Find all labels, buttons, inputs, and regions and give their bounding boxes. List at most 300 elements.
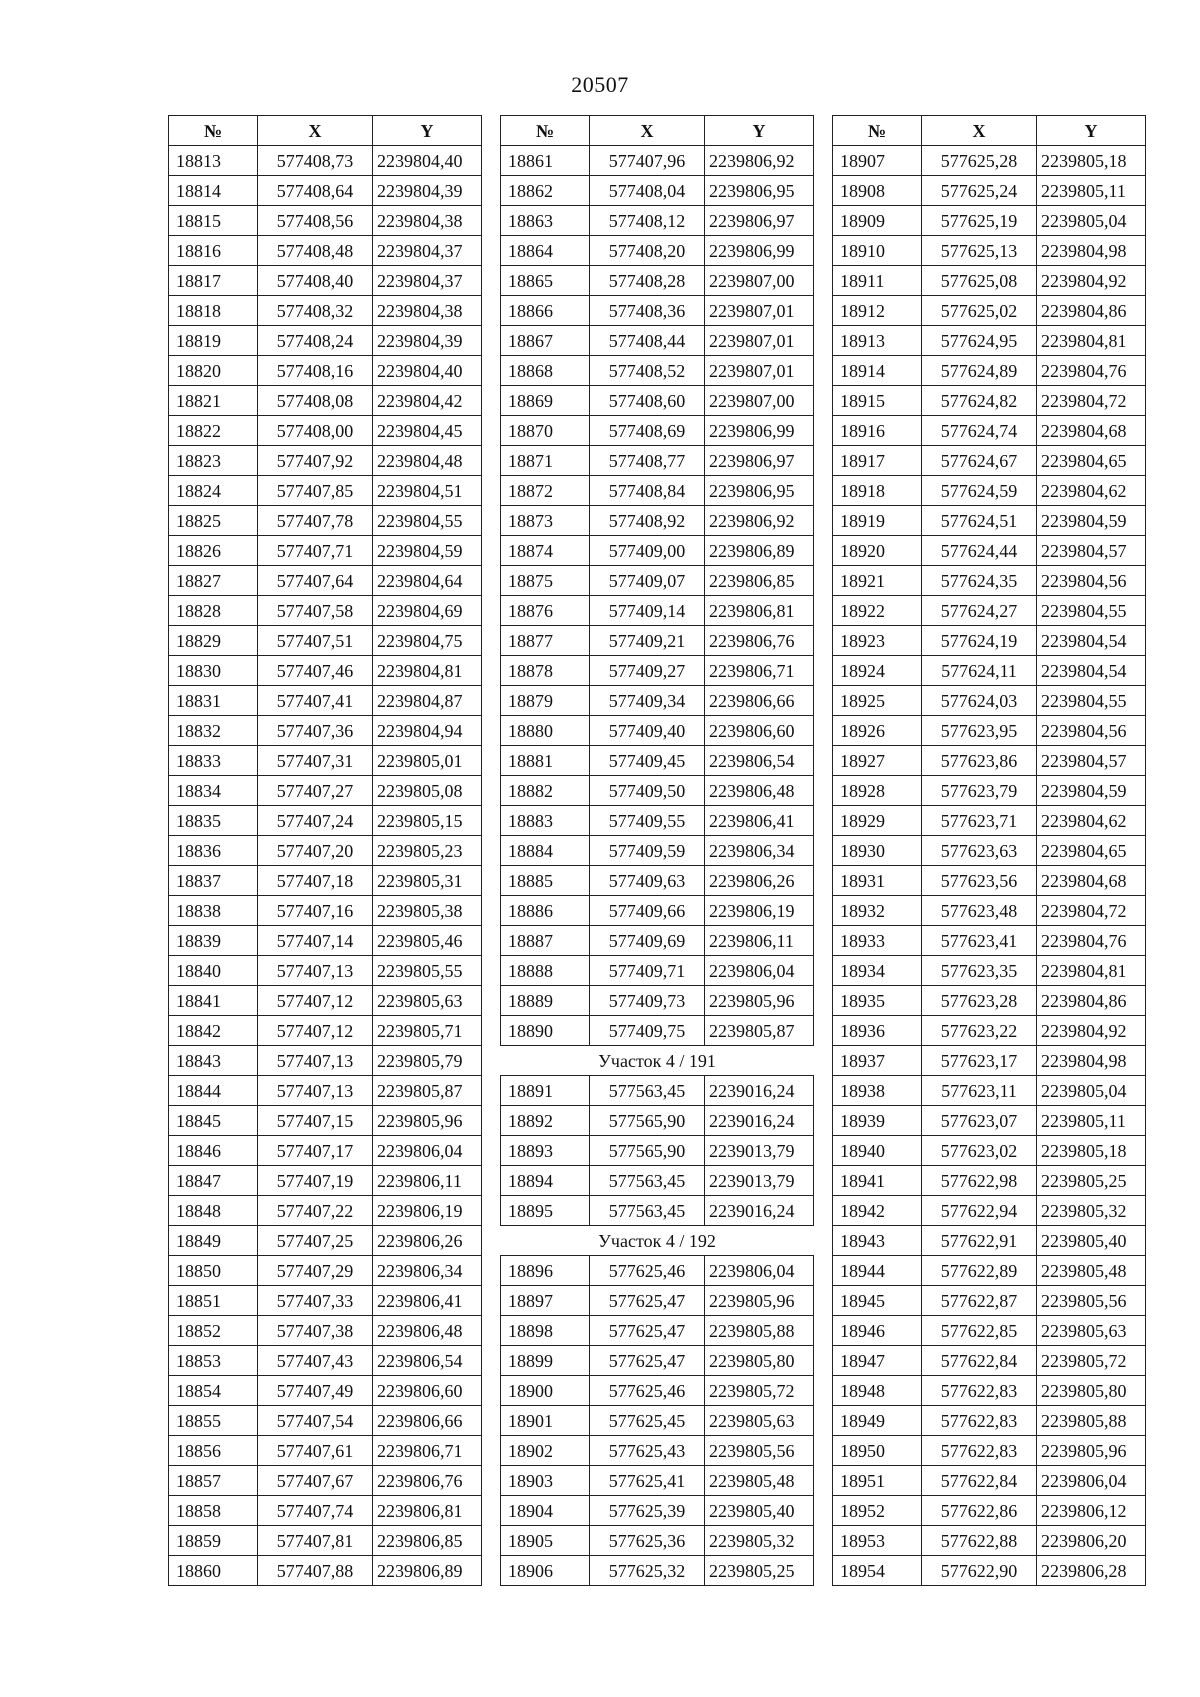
y-coordinate-cell: 2239805,87: [373, 1076, 482, 1106]
point-number-cell: 18833: [169, 746, 258, 776]
point-number-cell: 18923: [833, 626, 922, 656]
table-row: [501, 1256, 814, 1286]
x-coordinate-cell: 577408,12: [590, 206, 705, 236]
table-row: [169, 986, 482, 1016]
y-coordinate-cell: 2239804,68: [1037, 416, 1146, 446]
table-row: [501, 1376, 814, 1406]
table-row: [833, 1226, 1146, 1256]
y-coordinate-cell: 2239804,86: [1037, 296, 1146, 326]
x-coordinate-cell: 577407,71: [258, 536, 373, 566]
x-coordinate-cell: 577623,35: [922, 956, 1037, 986]
point-number-cell: 18935: [833, 986, 922, 1016]
coordinates-table-1: [168, 115, 482, 1586]
table-row: [501, 716, 814, 746]
table-row: [169, 476, 482, 506]
point-number-cell: 18901: [501, 1406, 590, 1436]
x-coordinate-cell: 577407,85: [258, 476, 373, 506]
table-row: [833, 1436, 1146, 1466]
x-coordinate-cell: 577407,25: [258, 1226, 373, 1256]
y-coordinate-cell: 2239806,19: [705, 896, 814, 926]
table-row: [833, 1376, 1146, 1406]
point-number-cell: 18913: [833, 326, 922, 356]
x-coordinate-cell: 577407,13: [258, 956, 373, 986]
y-coordinate-cell: 2239805,25: [1037, 1166, 1146, 1196]
point-number-cell: 18882: [501, 776, 590, 806]
x-coordinate-cell: 577407,64: [258, 566, 373, 596]
table-row: [169, 326, 482, 356]
table-row: [169, 1196, 482, 1226]
x-coordinate-cell: 577622,84: [922, 1466, 1037, 1496]
y-coordinate-cell: 2239805,55: [373, 956, 482, 986]
table-row: [833, 866, 1146, 896]
table-row: [501, 176, 814, 206]
table-row: [169, 716, 482, 746]
y-coordinate-cell: 2239805,18: [1037, 146, 1146, 176]
y-coordinate-cell: 2239806,20: [1037, 1526, 1146, 1556]
y-coordinate-cell: 2239016,24: [705, 1106, 814, 1136]
point-number-cell: 18849: [169, 1226, 258, 1256]
y-coordinate-cell: 2239805,15: [373, 806, 482, 836]
point-number-cell: 18813: [169, 146, 258, 176]
y-coordinate-cell: 2239806,97: [705, 446, 814, 476]
y-coordinate-cell: 2239806,92: [705, 506, 814, 536]
x-coordinate-cell: 577407,12: [258, 1016, 373, 1046]
point-number-cell: 18941: [833, 1166, 922, 1196]
point-number-cell: 18860: [169, 1556, 258, 1586]
point-number-cell: 18845: [169, 1106, 258, 1136]
table-row: [501, 1406, 814, 1436]
table-row: [833, 1346, 1146, 1376]
point-number-cell: 18940: [833, 1136, 922, 1166]
y-coordinate-cell: 2239804,40: [373, 356, 482, 386]
table-row: [169, 776, 482, 806]
table-row: [169, 1106, 482, 1136]
header-y: Y: [373, 116, 482, 146]
table-body: [833, 146, 1146, 1586]
x-coordinate-cell: 577408,08: [258, 386, 373, 416]
point-number-cell: 18951: [833, 1466, 922, 1496]
x-coordinate-cell: 577407,20: [258, 836, 373, 866]
x-coordinate-cell: 577625,32: [590, 1556, 705, 1586]
table-row: [501, 1346, 814, 1376]
table-row: [833, 626, 1146, 656]
point-number-cell: 18820: [169, 356, 258, 386]
point-number-cell: 18829: [169, 626, 258, 656]
y-coordinate-cell: 2239804,59: [1037, 776, 1146, 806]
y-coordinate-cell: 2239805,80: [705, 1346, 814, 1376]
y-coordinate-cell: 2239806,04: [1037, 1466, 1146, 1496]
y-coordinate-cell: 2239806,89: [705, 536, 814, 566]
point-number-cell: 18949: [833, 1406, 922, 1436]
y-coordinate-cell: 2239806,19: [373, 1196, 482, 1226]
point-number-cell: 18926: [833, 716, 922, 746]
y-coordinate-cell: 2239805,23: [373, 836, 482, 866]
table-row: [501, 686, 814, 716]
y-coordinate-cell: 2239806,48: [373, 1316, 482, 1346]
point-number-cell: 18832: [169, 716, 258, 746]
x-coordinate-cell: 577625,19: [922, 206, 1037, 236]
x-coordinate-cell: 577622,98: [922, 1166, 1037, 1196]
y-coordinate-cell: 2239806,54: [705, 746, 814, 776]
y-coordinate-cell: 2239804,45: [373, 416, 482, 446]
table-row: [501, 1556, 814, 1586]
table-row: [501, 1196, 814, 1226]
table-row: [833, 386, 1146, 416]
x-coordinate-cell: 577407,31: [258, 746, 373, 776]
point-number-cell: 18952: [833, 1496, 922, 1526]
x-coordinate-cell: 577408,40: [258, 266, 373, 296]
header-y: Y: [705, 116, 814, 146]
x-coordinate-cell: 577623,22: [922, 1016, 1037, 1046]
table-row: [169, 1466, 482, 1496]
y-coordinate-cell: 2239805,46: [373, 926, 482, 956]
table-row: [501, 206, 814, 236]
x-coordinate-cell: 577407,16: [258, 896, 373, 926]
table-row: [833, 1466, 1146, 1496]
y-coordinate-cell: 2239806,71: [705, 656, 814, 686]
y-coordinate-cell: 2239013,79: [705, 1136, 814, 1166]
point-number-cell: 18950: [833, 1436, 922, 1466]
x-coordinate-cell: 577407,92: [258, 446, 373, 476]
table-row: [169, 206, 482, 236]
y-coordinate-cell: 2239805,96: [373, 1106, 482, 1136]
table-row: [833, 1496, 1146, 1526]
table-row: [501, 1016, 814, 1046]
table-row: [169, 536, 482, 566]
point-number-cell: 18887: [501, 926, 590, 956]
point-number-cell: 18843: [169, 1046, 258, 1076]
table-row: [833, 836, 1146, 866]
y-coordinate-cell: 2239804,54: [1037, 656, 1146, 686]
table-row: [501, 596, 814, 626]
table-row: [501, 806, 814, 836]
table-row: [501, 296, 814, 326]
point-number-cell: 18867: [501, 326, 590, 356]
point-number-cell: 18830: [169, 656, 258, 686]
y-coordinate-cell: 2239804,69: [373, 596, 482, 626]
point-number-cell: 18905: [501, 1526, 590, 1556]
table-row: [501, 926, 814, 956]
x-coordinate-cell: 577623,95: [922, 716, 1037, 746]
point-number-cell: 18846: [169, 1136, 258, 1166]
point-number-cell: 18906: [501, 1556, 590, 1586]
x-coordinate-cell: 577624,51: [922, 506, 1037, 536]
point-number-cell: 18824: [169, 476, 258, 506]
point-number-cell: 18831: [169, 686, 258, 716]
x-coordinate-cell: 577407,24: [258, 806, 373, 836]
point-number-cell: 18884: [501, 836, 590, 866]
x-coordinate-cell: 577565,90: [590, 1136, 705, 1166]
x-coordinate-cell: 577408,69: [590, 416, 705, 446]
point-number-cell: 18874: [501, 536, 590, 566]
x-coordinate-cell: 577409,66: [590, 896, 705, 926]
table-row: [501, 536, 814, 566]
point-number-cell: 18917: [833, 446, 922, 476]
point-number-cell: 18880: [501, 716, 590, 746]
point-number-cell: 18840: [169, 956, 258, 986]
table-row: [501, 146, 814, 176]
x-coordinate-cell: 577622,86: [922, 1496, 1037, 1526]
point-number-cell: 18933: [833, 926, 922, 956]
table-row: [501, 566, 814, 596]
point-number-cell: 18888: [501, 956, 590, 986]
y-coordinate-cell: 2239804,39: [373, 176, 482, 206]
table-row: [501, 866, 814, 896]
point-number-cell: 18883: [501, 806, 590, 836]
x-coordinate-cell: 577408,32: [258, 296, 373, 326]
y-coordinate-cell: 2239806,66: [705, 686, 814, 716]
y-coordinate-cell: 2239804,62: [1037, 806, 1146, 836]
y-coordinate-cell: 2239805,72: [1037, 1346, 1146, 1376]
point-number-cell: 18878: [501, 656, 590, 686]
header-number: №: [501, 116, 590, 146]
point-number-cell: 18847: [169, 1166, 258, 1196]
x-coordinate-cell: 577409,55: [590, 806, 705, 836]
x-coordinate-cell: 577563,45: [590, 1076, 705, 1106]
point-number-cell: 18872: [501, 476, 590, 506]
y-coordinate-cell: 2239807,00: [705, 386, 814, 416]
table-row: [833, 1106, 1146, 1136]
table-row: [169, 896, 482, 926]
point-number-cell: 18879: [501, 686, 590, 716]
y-coordinate-cell: 2239804,64: [373, 566, 482, 596]
x-coordinate-cell: 577623,71: [922, 806, 1037, 836]
table-row: [169, 596, 482, 626]
x-coordinate-cell: 577407,78: [258, 506, 373, 536]
y-coordinate-cell: 2239805,25: [705, 1556, 814, 1586]
table-row: [169, 1136, 482, 1166]
table-row: [169, 1076, 482, 1106]
y-coordinate-cell: 2239806,04: [705, 1256, 814, 1286]
y-coordinate-cell: 2239805,04: [1037, 1076, 1146, 1106]
x-coordinate-cell: 577563,45: [590, 1196, 705, 1226]
x-coordinate-cell: 577409,59: [590, 836, 705, 866]
table-row: [501, 1436, 814, 1466]
point-number-cell: 18909: [833, 206, 922, 236]
x-coordinate-cell: 577623,56: [922, 866, 1037, 896]
point-number-cell: 18838: [169, 896, 258, 926]
x-coordinate-cell: 577409,34: [590, 686, 705, 716]
x-coordinate-cell: 577625,28: [922, 146, 1037, 176]
point-number-cell: 18861: [501, 146, 590, 176]
y-coordinate-cell: 2239805,48: [1037, 1256, 1146, 1286]
x-coordinate-cell: 577409,73: [590, 986, 705, 1016]
x-coordinate-cell: 577409,07: [590, 566, 705, 596]
x-coordinate-cell: 577625,47: [590, 1346, 705, 1376]
table-row: [169, 836, 482, 866]
table-row: [833, 176, 1146, 206]
point-number-cell: 18897: [501, 1286, 590, 1316]
x-coordinate-cell: 577409,27: [590, 656, 705, 686]
y-coordinate-cell: 2239804,55: [1037, 596, 1146, 626]
point-number-cell: 18862: [501, 176, 590, 206]
y-coordinate-cell: 2239804,55: [373, 506, 482, 536]
table-row: [169, 416, 482, 446]
table-row: [169, 1346, 482, 1376]
point-number-cell: 18931: [833, 866, 922, 896]
point-number-cell: 18835: [169, 806, 258, 836]
y-coordinate-cell: 2239804,94: [373, 716, 482, 746]
y-coordinate-cell: 2239806,85: [705, 566, 814, 596]
table-row: [833, 1556, 1146, 1586]
table-row: [169, 1556, 482, 1586]
point-number-cell: 18842: [169, 1016, 258, 1046]
y-coordinate-cell: 2239806,41: [705, 806, 814, 836]
y-coordinate-cell: 2239806,60: [373, 1376, 482, 1406]
x-coordinate-cell: 577624,95: [922, 326, 1037, 356]
y-coordinate-cell: 2239807,01: [705, 326, 814, 356]
point-number-cell: 18914: [833, 356, 922, 386]
table-row: [833, 1526, 1146, 1556]
table-row: [833, 266, 1146, 296]
y-coordinate-cell: 2239805,72: [705, 1376, 814, 1406]
x-coordinate-cell: 577624,35: [922, 566, 1037, 596]
y-coordinate-cell: 2239806,76: [373, 1466, 482, 1496]
y-coordinate-cell: 2239805,63: [705, 1406, 814, 1436]
point-number-cell: 18859: [169, 1526, 258, 1556]
table-row: [169, 176, 482, 206]
table-row: [833, 566, 1146, 596]
x-coordinate-cell: 577624,11: [922, 656, 1037, 686]
y-coordinate-cell: 2239806,34: [373, 1256, 482, 1286]
point-number-cell: 18871: [501, 446, 590, 476]
point-number-cell: 18900: [501, 1376, 590, 1406]
point-number-cell: 18924: [833, 656, 922, 686]
y-coordinate-cell: 2239806,26: [373, 1226, 482, 1256]
y-coordinate-cell: 2239806,89: [373, 1556, 482, 1586]
y-coordinate-cell: 2239805,32: [1037, 1196, 1146, 1226]
x-coordinate-cell: 577408,73: [258, 146, 373, 176]
y-coordinate-cell: 2239806,92: [705, 146, 814, 176]
x-coordinate-cell: 577623,48: [922, 896, 1037, 926]
table-row: [833, 1166, 1146, 1196]
y-coordinate-cell: 2239805,11: [1037, 176, 1146, 206]
x-coordinate-cell: 577407,17: [258, 1136, 373, 1166]
point-number-cell: 18854: [169, 1376, 258, 1406]
y-coordinate-cell: 2239805,56: [1037, 1286, 1146, 1316]
point-number-cell: 18817: [169, 266, 258, 296]
x-coordinate-cell: 577623,11: [922, 1076, 1037, 1106]
point-number-cell: 18848: [169, 1196, 258, 1226]
table-row: [833, 716, 1146, 746]
y-coordinate-cell: 2239016,24: [705, 1076, 814, 1106]
point-number-cell: 18873: [501, 506, 590, 536]
point-number-cell: 18877: [501, 626, 590, 656]
table-row: [833, 506, 1146, 536]
table-row: [833, 896, 1146, 926]
y-coordinate-cell: 2239807,01: [705, 296, 814, 326]
header-y: Y: [1037, 116, 1146, 146]
point-number-cell: 18918: [833, 476, 922, 506]
y-coordinate-cell: 2239804,37: [373, 266, 482, 296]
point-number-cell: 18899: [501, 1346, 590, 1376]
point-number-cell: 18896: [501, 1256, 590, 1286]
y-coordinate-cell: 2239804,76: [1037, 926, 1146, 956]
table-row: [501, 506, 814, 536]
header-x: X: [258, 116, 373, 146]
point-number-cell: 18819: [169, 326, 258, 356]
point-number-cell: 18948: [833, 1376, 922, 1406]
table-row: [169, 236, 482, 266]
y-coordinate-cell: 2239805,96: [1037, 1436, 1146, 1466]
y-coordinate-cell: 2239804,48: [373, 446, 482, 476]
table-row: [169, 566, 482, 596]
table-row: [169, 1286, 482, 1316]
table-row: [833, 1016, 1146, 1046]
y-coordinate-cell: 2239804,86: [1037, 986, 1146, 1016]
y-coordinate-cell: 2239806,28: [1037, 1556, 1146, 1586]
y-coordinate-cell: 2239806,71: [373, 1436, 482, 1466]
point-number-cell: 18922: [833, 596, 922, 626]
table-row: [169, 266, 482, 296]
point-number-cell: 18821: [169, 386, 258, 416]
x-coordinate-cell: 577409,21: [590, 626, 705, 656]
x-coordinate-cell: 577407,29: [258, 1256, 373, 1286]
point-number-cell: 18827: [169, 566, 258, 596]
point-number-cell: 18891: [501, 1076, 590, 1106]
point-number-cell: 18908: [833, 176, 922, 206]
table-row: [833, 326, 1146, 356]
point-number-cell: 18945: [833, 1286, 922, 1316]
point-number-cell: 18889: [501, 986, 590, 1016]
table-row: [169, 386, 482, 416]
x-coordinate-cell: 577407,96: [590, 146, 705, 176]
x-coordinate-cell: 577622,89: [922, 1256, 1037, 1286]
y-coordinate-cell: 2239804,76: [1037, 356, 1146, 386]
y-coordinate-cell: 2239805,71: [373, 1016, 482, 1046]
x-coordinate-cell: 577407,33: [258, 1286, 373, 1316]
table-row: [169, 1316, 482, 1346]
point-number-cell: 18921: [833, 566, 922, 596]
y-coordinate-cell: 2239804,39: [373, 326, 482, 356]
point-number-cell: 18910: [833, 236, 922, 266]
y-coordinate-cell: 2239806,95: [705, 176, 814, 206]
y-coordinate-cell: 2239804,98: [1037, 236, 1146, 266]
x-coordinate-cell: 577407,13: [258, 1046, 373, 1076]
point-number-cell: 18818: [169, 296, 258, 326]
point-number-cell: 18825: [169, 506, 258, 536]
x-coordinate-cell: 577624,44: [922, 536, 1037, 566]
x-coordinate-cell: 577624,89: [922, 356, 1037, 386]
table-row: [501, 416, 814, 446]
x-coordinate-cell: 577407,14: [258, 926, 373, 956]
x-coordinate-cell: 577408,44: [590, 326, 705, 356]
table-row: [501, 1136, 814, 1166]
y-coordinate-cell: 2239804,59: [1037, 506, 1146, 536]
x-coordinate-cell: 577409,75: [590, 1016, 705, 1046]
y-coordinate-cell: 2239805,31: [373, 866, 482, 896]
table-row: [169, 866, 482, 896]
x-coordinate-cell: 577624,59: [922, 476, 1037, 506]
table-row: [833, 926, 1146, 956]
point-number-cell: 18886: [501, 896, 590, 926]
table-row: [833, 776, 1146, 806]
x-coordinate-cell: 577625,46: [590, 1376, 705, 1406]
table-row: [169, 686, 482, 716]
table-row: [169, 1526, 482, 1556]
y-coordinate-cell: 2239806,48: [705, 776, 814, 806]
x-coordinate-cell: 577407,61: [258, 1436, 373, 1466]
table-row: [501, 1316, 814, 1346]
point-number-cell: 18907: [833, 146, 922, 176]
table-row: [833, 956, 1146, 986]
y-coordinate-cell: 2239805,88: [705, 1316, 814, 1346]
point-number-cell: 18930: [833, 836, 922, 866]
y-coordinate-cell: 2239805,96: [705, 1286, 814, 1316]
y-coordinate-cell: 2239806,11: [705, 926, 814, 956]
point-number-cell: 18869: [501, 386, 590, 416]
y-coordinate-cell: 2239805,48: [705, 1466, 814, 1496]
